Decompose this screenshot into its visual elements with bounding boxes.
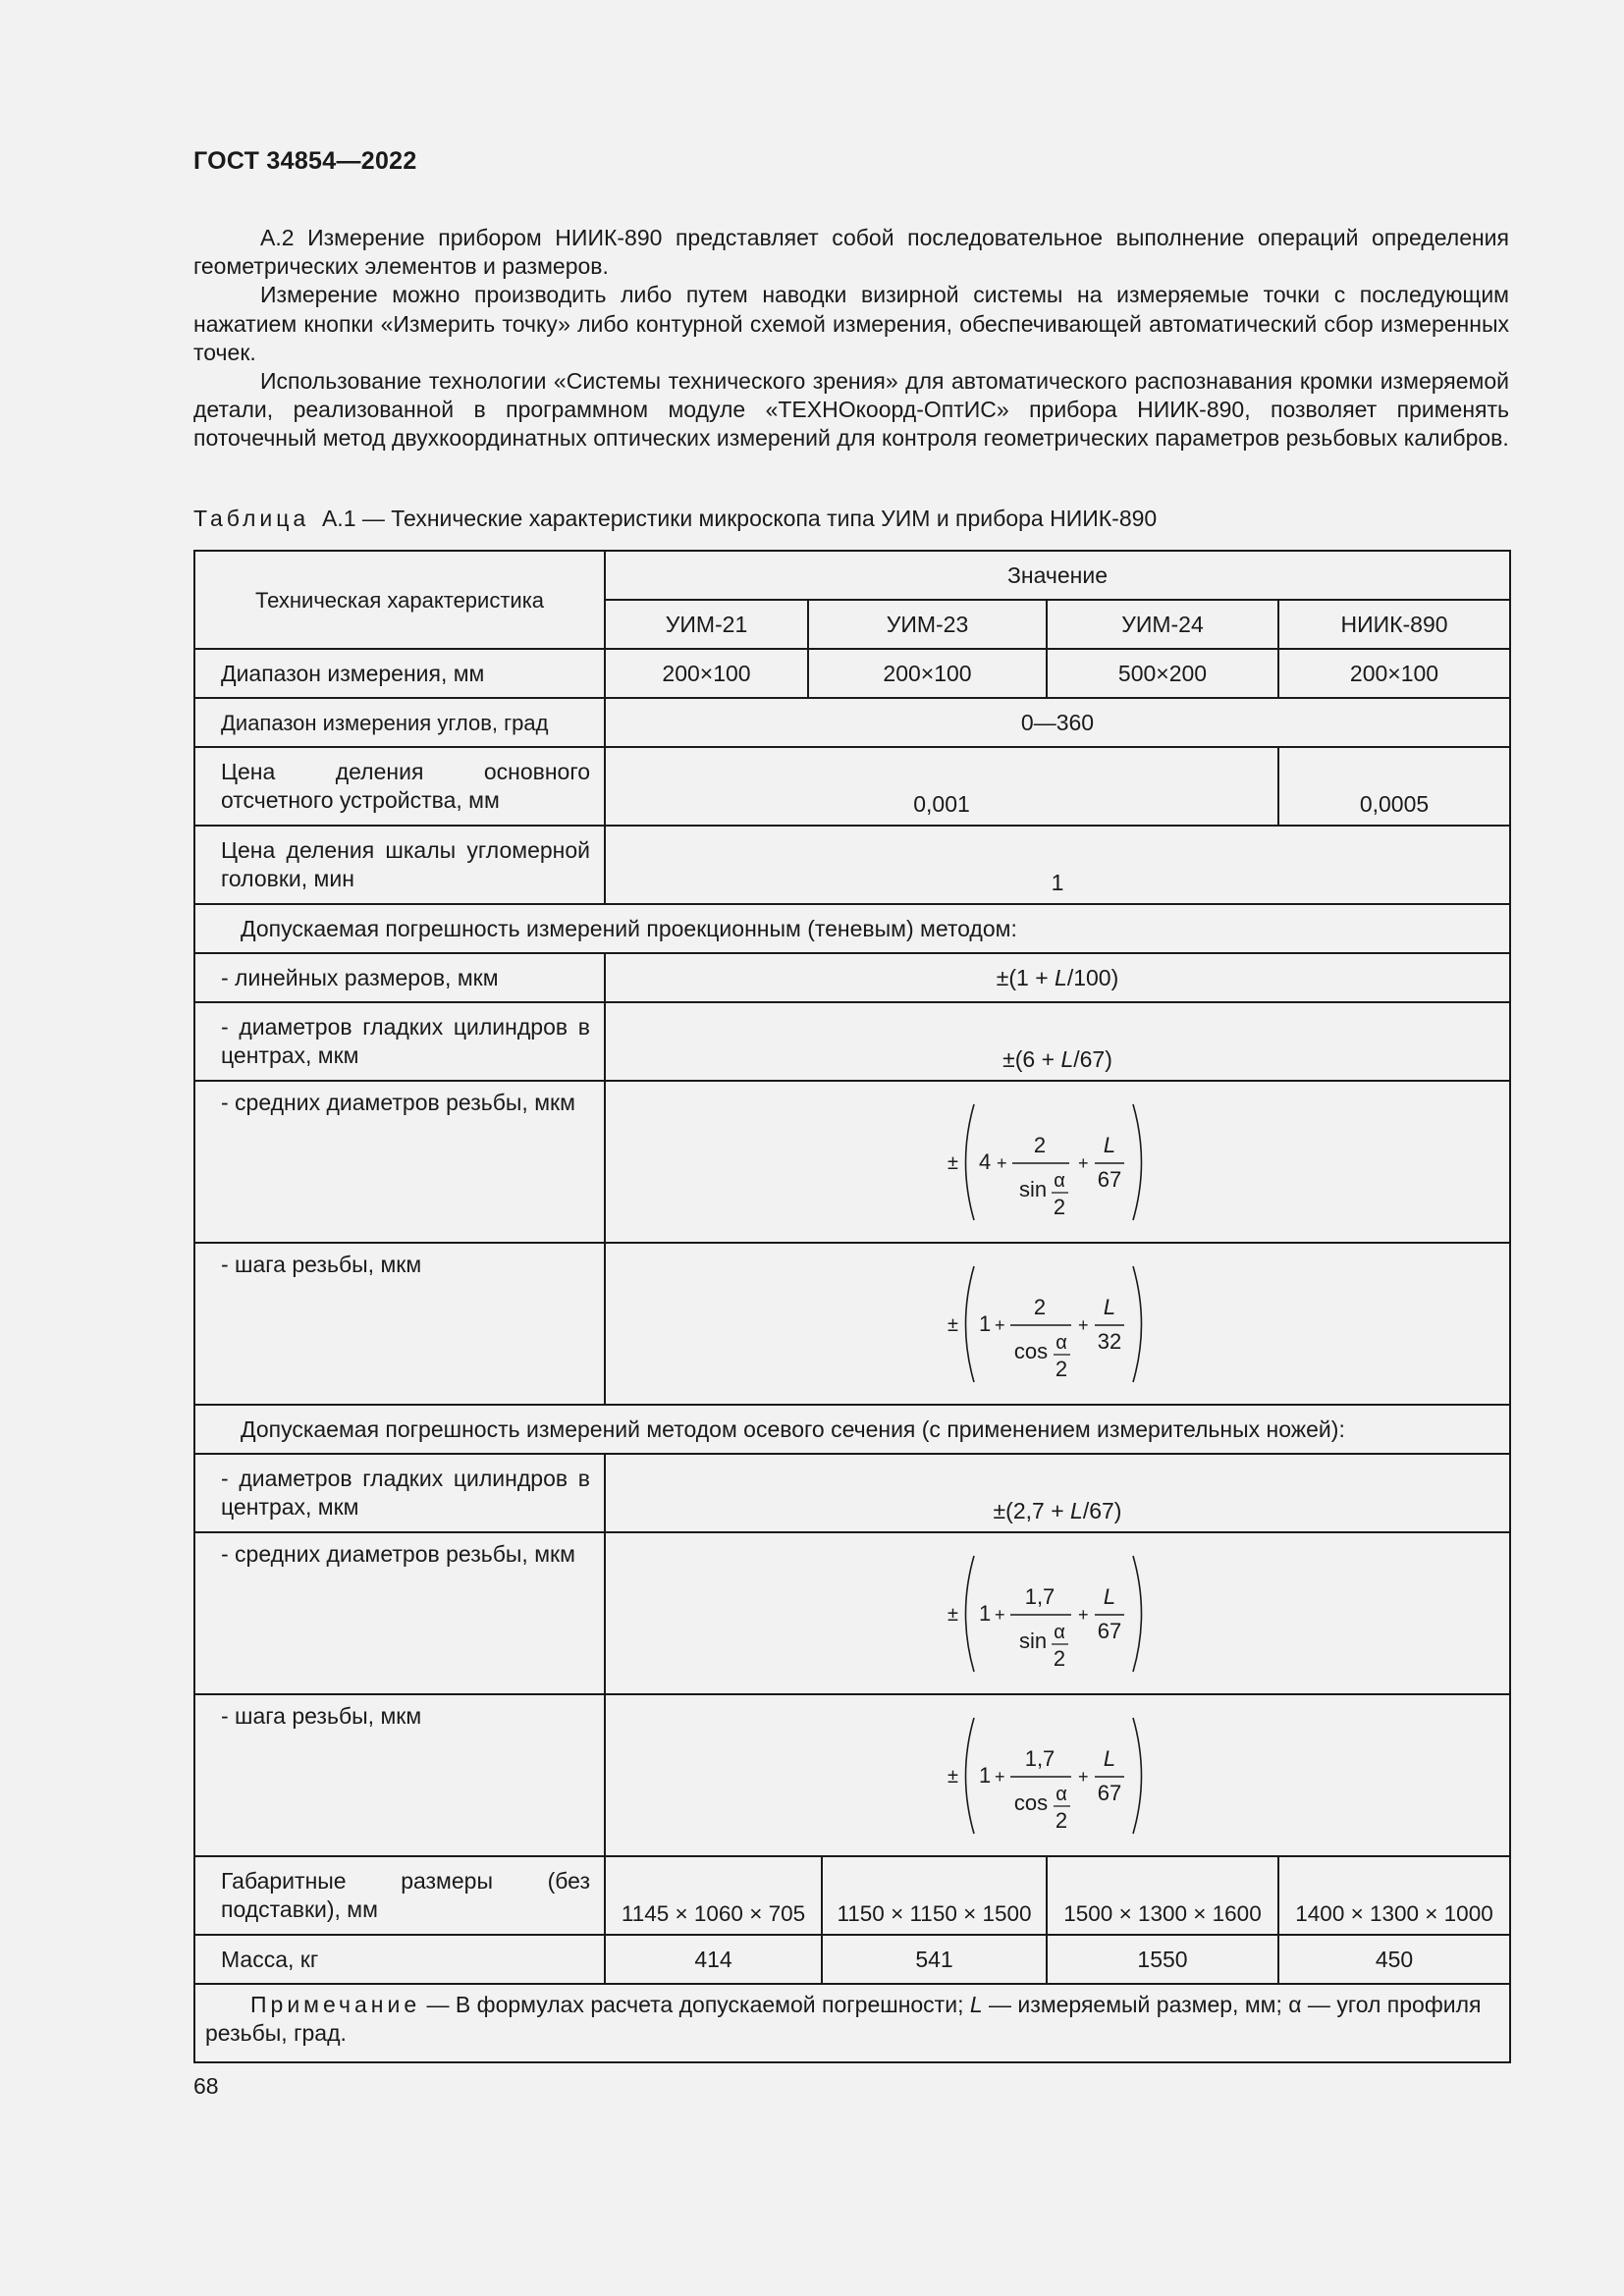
row-label: Цена деления основного отсчетного устройства, мм [194, 747, 605, 826]
formula-numerator: 2 [1033, 1132, 1047, 1157]
table-row [194, 649, 1510, 698]
formula-plus: + [1078, 1604, 1089, 1625]
cell-value: 1400 × 1300 × 1000 [1278, 1856, 1510, 1935]
formula-plus: + [995, 1604, 1005, 1625]
formula-plus: + [995, 1314, 1005, 1335]
right-paren [1133, 1266, 1142, 1382]
formula-two: 2 [1055, 1356, 1068, 1381]
formula-suffix: /100) [1066, 964, 1119, 990]
left-paren [966, 1266, 975, 1382]
formula-two: 2 [1053, 1645, 1066, 1671]
cell-value: 1145 × 1060 × 705 [605, 1856, 822, 1935]
formula-alpha: α [1054, 1169, 1065, 1192]
formula-alpha: α [1054, 1621, 1065, 1643]
formula-pm: ± [947, 1151, 958, 1174]
table-row [194, 1856, 1510, 1935]
document-header: ГОСТ 34854—2022 [193, 147, 417, 175]
formula-pitch-projection [940, 1260, 1175, 1388]
formula-alpha: α [1056, 1783, 1067, 1805]
formula-pitch-axial [940, 1712, 1175, 1840]
formula-plus: + [997, 1152, 1007, 1173]
cell-value: 0,0005 [1278, 747, 1510, 826]
body-text [193, 224, 1509, 454]
formula-plus: + [1078, 1766, 1089, 1787]
row-label: - шага резьбы, мкм [194, 1243, 605, 1405]
row-label: - средних диаметров резьбы, мкм [194, 1081, 605, 1243]
cell-value: 450 [1278, 1935, 1510, 1984]
table-row [194, 1002, 1510, 1081]
formula-prefix: ±(1 + [996, 964, 1056, 990]
formula-lead: 1 [979, 1600, 992, 1626]
table-section-row [194, 904, 1510, 953]
table-row [194, 1081, 1510, 1243]
note-var: L [969, 1992, 983, 2017]
formula-lead: 1 [979, 1310, 992, 1336]
table-row [194, 698, 1510, 747]
formula-plus: + [995, 1766, 1005, 1787]
table-row [194, 1694, 1510, 1856]
left-paren [966, 1718, 975, 1834]
formula-two: 2 [1053, 1194, 1066, 1219]
left-paren [966, 1556, 975, 1672]
formula-denominator: 67 [1097, 1166, 1122, 1192]
header-characteristic: Техническая характеристика [194, 551, 605, 649]
formula-suffix: /67) [1082, 1498, 1122, 1523]
table-caption [193, 506, 1157, 532]
table-section-row [194, 1405, 1510, 1454]
cell-value: 1 [605, 826, 1510, 904]
cell-formula [605, 953, 1510, 1002]
right-paren [1133, 1718, 1142, 1834]
formula-func: sin [1018, 1628, 1048, 1653]
header-device-uim24: УИМ-24 [1047, 600, 1278, 649]
formula-lead: 4 [979, 1148, 992, 1174]
right-paren [1133, 1104, 1142, 1220]
formula-var: L [1070, 1498, 1083, 1523]
formula-prefix: ±(2,7 + [993, 1498, 1071, 1523]
header-device-uim23: УИМ-23 [808, 600, 1047, 649]
row-label: - шага резьбы, мкм [194, 1694, 605, 1856]
row-label: - линейных размеров, мкм [194, 953, 605, 1002]
specs-table [193, 550, 1511, 2063]
formula-plus: + [1078, 1152, 1089, 1173]
table-note-row [194, 1984, 1510, 2062]
note-text-part2: — измеряемый размер, мм; α — угол профиля резьбы, град. [205, 1992, 1482, 2046]
row-label: Диапазон измерения, мм [194, 649, 605, 698]
cell-value: 1550 [1047, 1935, 1278, 1984]
table-row [194, 1454, 1510, 1532]
table-header-row [194, 551, 1510, 600]
cell-formula [605, 1002, 1510, 1081]
table-row [194, 1935, 1510, 1984]
page-number: 68 [193, 2073, 219, 2099]
formula-numerator: 1,7 [1024, 1745, 1056, 1771]
paragraph-measurement-method: Измерение можно производить либо путем наводки визирной системы на измеряемые точки с последующим нажатием кнопки «Измерить точку» либо контурной схемой измерения, обеспечивающей автоматический сбор измеренных точек. [193, 282, 1509, 365]
formula-lead: 1 [979, 1762, 992, 1788]
formula-two: 2 [1055, 1807, 1068, 1833]
row-label: - диаметров гладких цилиндров в центрах, мкм [194, 1002, 605, 1081]
formula-denominator: 67 [1097, 1618, 1122, 1643]
cell-formula [605, 1454, 1510, 1532]
note-label: Примечание [250, 1992, 421, 2017]
formula-plus: + [1078, 1314, 1089, 1335]
formula-func: cos [1013, 1789, 1049, 1815]
formula-alpha: α [1056, 1331, 1067, 1354]
formula-L: L [1103, 1745, 1116, 1771]
cell-formula [605, 1694, 1510, 1856]
formula-prefix: ±(6 + [1002, 1046, 1061, 1072]
table-row [194, 747, 1510, 826]
formula-func: cos [1013, 1338, 1049, 1363]
formula-numerator: 2 [1033, 1294, 1047, 1319]
cell-value: 1150 × 1150 × 1500 [822, 1856, 1047, 1935]
note-text-part1: — В формулах расчета допускаемой погрешности; [420, 1992, 970, 2017]
cell-value: 200×100 [605, 649, 808, 698]
cell-value: 1500 × 1300 × 1600 [1047, 1856, 1278, 1935]
formula-L: L [1103, 1294, 1116, 1319]
cell-value: 200×100 [808, 649, 1047, 698]
cell-value: 200×100 [1278, 649, 1510, 698]
formula-var: L [1055, 964, 1067, 990]
cell-value: 0,001 [605, 747, 1278, 826]
header-device-niik890: НИИК-890 [1278, 600, 1510, 649]
table-row [194, 1532, 1510, 1694]
cell-value: 541 [822, 1935, 1047, 1984]
row-label: Масса, кг [194, 1935, 605, 1984]
table-caption-label: Таблица [193, 506, 310, 531]
row-label: - средних диаметров резьбы, мкм [194, 1532, 605, 1694]
table-row [194, 826, 1510, 904]
formula-suffix: /67) [1073, 1046, 1112, 1072]
paragraph-a2: А.2 Измерение прибором НИИК-890 представляет собой последовательное выполнение операций определения геометрических элементов и размеров. [193, 225, 1509, 280]
row-label: Диапазон измерения углов, град [194, 698, 605, 747]
section-title-axial: Допускаемая погрешность измерений методом осевого сечения (с применением измерительных ножей): [194, 1405, 1510, 1454]
formula-var: L [1060, 1046, 1074, 1072]
formula-L: L [1103, 1132, 1116, 1157]
cell-formula [605, 1243, 1510, 1405]
table-caption-text: А.1 — Технические характеристики микроскопа типа УИМ и прибора НИИК-890 [321, 506, 1158, 531]
formula-func: sin [1018, 1176, 1048, 1201]
section-title-projection: Допускаемая погрешность измерений проекционным (теневым) методом: [194, 904, 1510, 953]
row-label: Габаритные размеры (без подставки), мм [194, 1856, 605, 1935]
formula-mean-diameter-projection [940, 1098, 1175, 1226]
cell-formula [605, 1532, 1510, 1694]
formula-pm: ± [947, 1765, 958, 1788]
table-row [194, 1243, 1510, 1405]
header-value: Значение [605, 551, 1510, 600]
formula-pm: ± [947, 1313, 958, 1336]
formula-L: L [1103, 1583, 1116, 1609]
formula-mean-diameter-axial [940, 1550, 1175, 1678]
paragraph-vision-system: Использование технологии «Системы технического зрения» для автоматического распознавания кромки измеряемой детали, реализованной в программном модуле «ТЕХНОкоорд-ОптИС» прибора НИИК-890, позволяет применять поточечный метод двухкоординатных оптических измерений для контроля геометрических параметров резьбовых калибров. [193, 368, 1509, 452]
cell-value: 500×200 [1047, 649, 1278, 698]
row-label: - диаметров гладких цилиндров в центрах, мкм [194, 1454, 605, 1532]
formula-denominator: 67 [1097, 1780, 1122, 1805]
formula-pm: ± [947, 1603, 958, 1626]
cell-value: 0—360 [605, 698, 1510, 747]
cell-formula [605, 1081, 1510, 1243]
table-note [194, 1984, 1510, 2062]
row-label: Цена деления шкалы угломерной головки, мин [194, 826, 605, 904]
cell-value: 414 [605, 1935, 822, 1984]
header-device-uim21: УИМ-21 [605, 600, 808, 649]
right-paren [1133, 1556, 1142, 1672]
left-paren [966, 1104, 975, 1220]
formula-denominator: 32 [1097, 1328, 1122, 1354]
table-row [194, 953, 1510, 1002]
formula-numerator: 1,7 [1024, 1583, 1056, 1609]
